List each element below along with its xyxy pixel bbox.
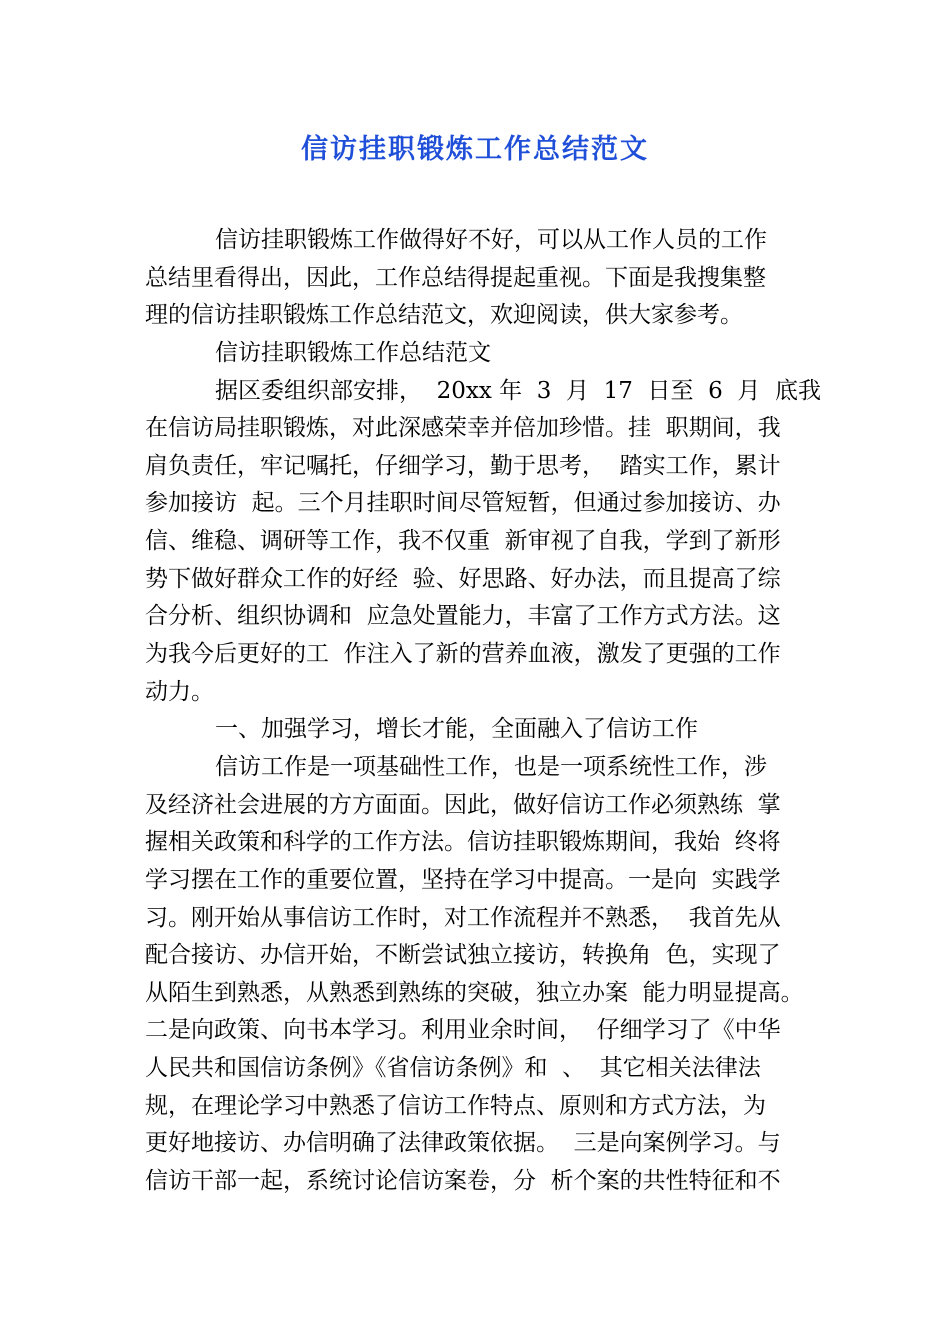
text-line: 及经济社会进展的方方面面。因此，做好信访工作必须熟练 掌 bbox=[145, 791, 781, 818]
text-line: 参加接访 起。三个月挂职时间尽管短暂，但通过参加接访、办 bbox=[145, 490, 781, 517]
text-line: 学习摆在工作的重要位置，坚持在学习中提高。一是向 实践学 bbox=[145, 866, 781, 893]
text-line: 规，在理论学习中熟悉了信访工作特点、原则和方式方法，为 bbox=[145, 1092, 766, 1119]
text-line: 握相关政策和科学的工作方法。信访挂职锻炼期间，我始 终将 bbox=[145, 829, 781, 856]
text-line: 在信访局挂职锻炼，对此深感荣幸并倍加珍惜。挂 职期间，我 bbox=[145, 415, 781, 442]
text-line: 为我今后更好的工 作注入了新的营养血液，激发了更强的工作 bbox=[145, 641, 781, 668]
text-line: 动力。 bbox=[145, 678, 214, 705]
text-line: 更好地接访、办信明确了法律政策依据。 三是向案例学习。与 bbox=[145, 1130, 781, 1157]
text-line: 据区委组织部安排， 20xx 年 3 月 17 日至 6 月 底我 bbox=[215, 377, 822, 404]
text-line: 一、加强学习，增长才能，全面融入了信访工作 bbox=[215, 716, 698, 743]
text-line: 二是向政策、向书本学习。利用业余时间， 仔细学习了《中华 bbox=[145, 1017, 781, 1044]
text-line: 信访挂职锻炼工作总结范文 bbox=[215, 339, 491, 366]
text-line: 合分析、组织协调和 应急处置能力，丰富了工作方式方法。这 bbox=[145, 603, 781, 630]
document-body bbox=[145, 222, 822, 1201]
text-line: 配合接访、办信开始，不断尝试独立接访，转换角 色，实现了 bbox=[145, 942, 781, 969]
text-line: 总结里看得出，因此，工作总结得提起重视。下面是我搜集整 bbox=[145, 264, 766, 291]
text-line: 信、维稳、调研等工作，我不仅重 新审视了自我，学到了新形 bbox=[145, 528, 781, 555]
text-line: 信访工作是一项基础性工作，也是一项系统性工作，涉 bbox=[215, 753, 767, 780]
text-line: 习。刚开始从事信访工作时，对工作流程并不熟悉， 我首先从 bbox=[145, 904, 781, 931]
text-line: 肩负责任，牢记嘱托，仔细学习，勤于思考， 踏实工作，累计 bbox=[145, 452, 781, 479]
text-line: 人民共和国信访条例》《省信访条例》和 、 其它相关法律法 bbox=[145, 1055, 761, 1082]
text-line: 信访挂职锻炼工作做得好不好，可以从工作人员的工作 bbox=[215, 227, 767, 253]
text-line: 理的信访挂职锻炼工作总结范文，欢迎阅读，供大家参考。 bbox=[145, 302, 743, 329]
text-line: 信访干部一起，系统讨论信访案卷，分 析个案的共性特征和不 bbox=[145, 1168, 781, 1195]
text-line: 势下做好群众工作的好经 验、好思路、好办法，而且提高了综 bbox=[145, 565, 781, 592]
document-title: 信访挂职锻炼工作总结范文 bbox=[301, 134, 649, 165]
text-line: 从陌生到熟悉，从熟悉到熟练的突破，独立办案 能力明显提高。 bbox=[145, 979, 804, 1006]
